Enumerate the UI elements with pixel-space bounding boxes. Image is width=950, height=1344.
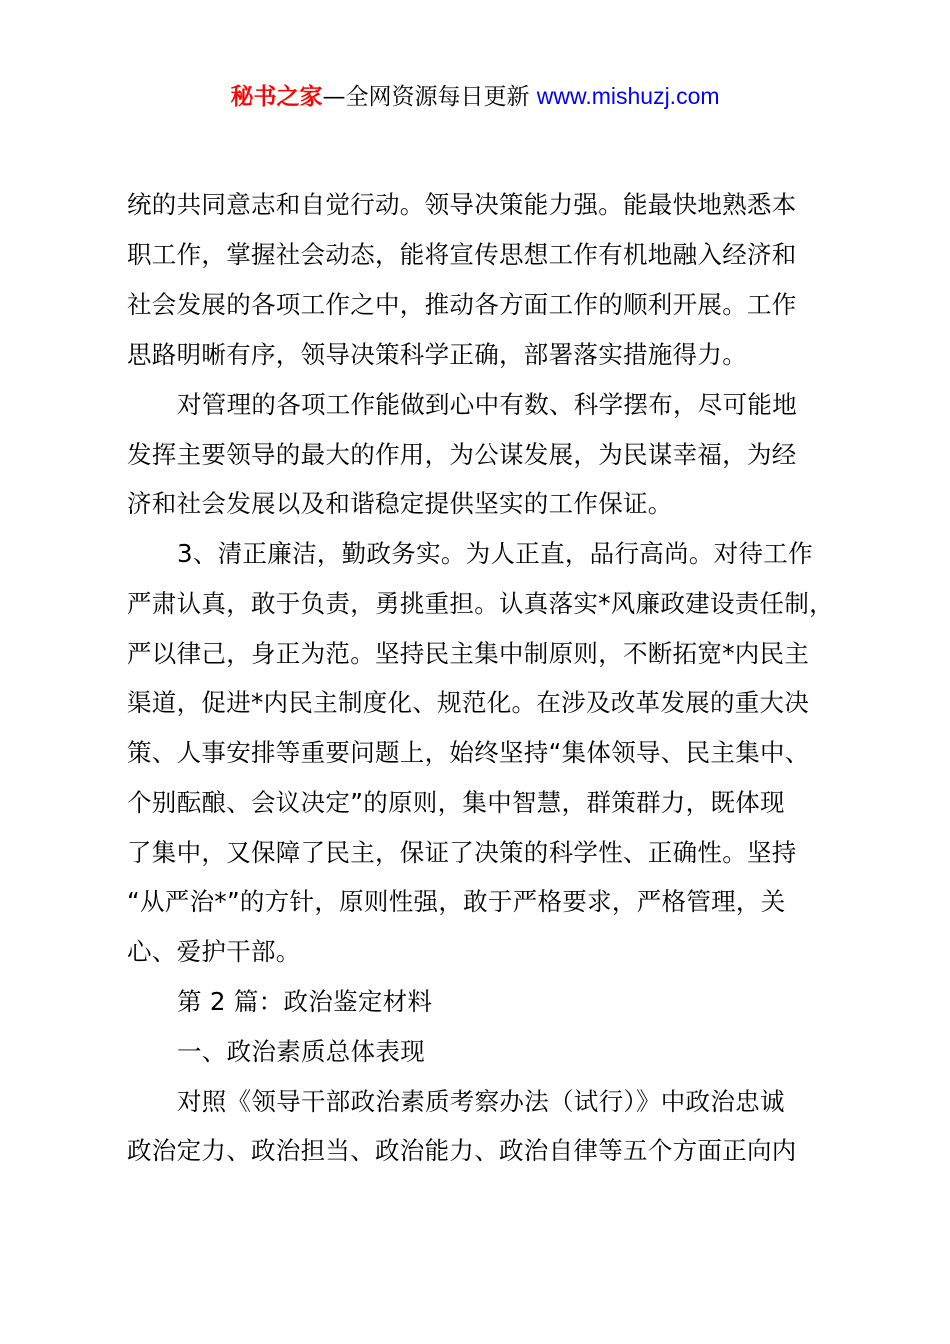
site-url[interactable]: www.mishuzj.com	[536, 83, 720, 109]
paragraph-line: 政治定力、政治担当、政治能力、政治自律等五个方面正向内	[127, 1136, 797, 1165]
paragraph-line: 个别酝酿、会议决定”的原则，集中智慧，群策群力，既体现	[127, 788, 785, 817]
paragraph-line: 3、清正廉洁，勤政务实。为人正直，品行高尚。对待工作	[177, 539, 813, 568]
paragraph-line: 对照《领导干部政治素质考察办法（试行）》中政治忠诚	[177, 1087, 785, 1116]
paragraph-line: 济和社会发展以及和谐稳定提供坚实的工作保证。	[127, 489, 673, 518]
subsection-heading: 一、政治素质总体表现	[177, 1037, 425, 1066]
paragraph-line: 严肃认真，敢于负责，勇挑重担。认真落实*风廉政建设责任制，	[127, 589, 834, 618]
paragraph-line: 策、人事安排等重要问题上，始终坚持“集体领导、民主集中、	[127, 738, 810, 767]
header-tagline: —全网资源每日更新	[322, 84, 530, 110]
paragraph-line: 统的共同意志和自觉行动。领导决策能力强。能最快地熟悉本	[127, 190, 797, 219]
paragraph-line: 对管理的各项工作能做到心中有数、科学摆布，尽可能地	[177, 390, 797, 419]
paragraph-line: 思路明晰有序，领导决策科学正确，部署落实措施得力。	[127, 340, 747, 369]
paragraph-line: “从严治*”的方针，原则性强，敢于严格要求，严格管理，关	[127, 887, 786, 916]
section-heading: 第 2 篇：政治鉴定材料	[177, 987, 433, 1016]
paragraph-line: 职工作，掌握社会动态，能将宣传思想工作有机地融入经济和	[127, 240, 797, 269]
paragraph-line: 了集中，又保障了民主，保证了决策的科学性、正确性。坚持	[127, 838, 797, 867]
brand-name: 秘书之家	[230, 84, 323, 110]
paragraph-line: 严以律己，身正为范。坚持民主集中制原则，不断拓宽*内民主	[127, 639, 810, 668]
paragraph-line: 发挥主要领导的最大的作用，为公谋发展，为民谋幸福，为经	[127, 440, 797, 469]
paragraph-line: 社会发展的各项工作之中，推动各方面工作的顺利开展。工作	[127, 290, 797, 319]
page-header	[0, 80, 950, 113]
paragraph-line: 渠道，促进*内民主制度化、规范化。在涉及改革发展的重大决	[127, 688, 810, 717]
paragraph-line: 心、爱护干部。	[127, 937, 301, 966]
